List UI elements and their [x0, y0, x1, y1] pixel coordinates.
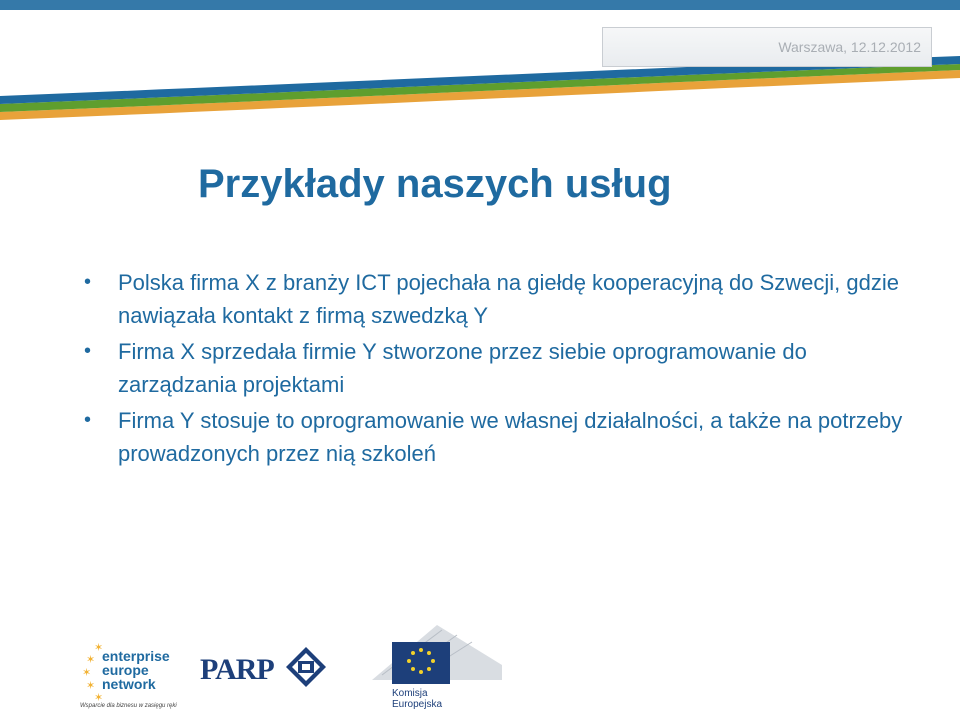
bullet-dot-icon: • [84, 409, 92, 431]
bullet-item [80, 404, 920, 470]
bullet-item [80, 266, 920, 332]
bullet-dot-icon: • [84, 340, 92, 362]
date-label: Warszawa, 12.12.2012 [778, 39, 921, 55]
een-wordmark: enterprise europe network [102, 648, 170, 692]
ec-wordmark: Komisja Europejska [392, 688, 443, 710]
svg-text:✶: ✶ [82, 667, 92, 679]
date-box [602, 27, 932, 67]
bullet-item [80, 335, 920, 401]
een-tagline: Wsparcie dla biznesu w zasięgu ręki [80, 703, 177, 709]
european-commission-logo [362, 620, 512, 720]
slide-title: Przykłady naszych usług [198, 162, 672, 206]
parp-logo [200, 645, 330, 695]
bullet-dot-icon: • [84, 271, 92, 293]
bullet-list [80, 266, 920, 473]
parp-diamond-icon [286, 647, 326, 687]
svg-text:✶: ✶ [94, 692, 104, 701]
footer-logos [0, 615, 960, 720]
bullet-text: Firma Y stosuje to oprogramowanie we własnej działalności, a także na potrzeby prowadzonych przez nią szkoleń [118, 408, 903, 466]
enterprise-europe-network-logo [80, 635, 175, 717]
svg-text:✶: ✶ [94, 642, 104, 654]
bullet-text: Firma X sprzedała firmie Y stworzone przez siebie oprogramowanie do zarządzania projektami [118, 339, 807, 397]
ec-building-icon [362, 620, 512, 688]
svg-text:✶: ✶ [86, 680, 96, 692]
svg-text:✶: ✶ [86, 654, 96, 666]
bullet-text: Polska firma X z branży ICT pojechała na giełdę kooperacyjną do Szwecji, gdzie nawiązała kontakt z firmą szwedzką Y [118, 270, 899, 328]
parp-wordmark: PARP [200, 653, 274, 686]
